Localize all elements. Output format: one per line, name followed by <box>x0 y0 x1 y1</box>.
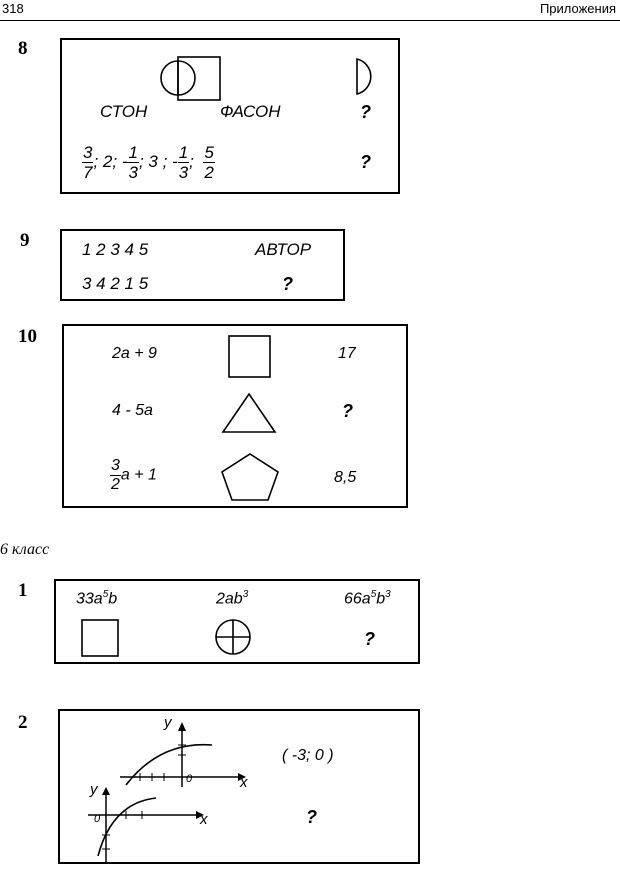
monomial-2: $2ab^3$ <box>216 589 249 608</box>
task-9-box <box>60 229 345 301</box>
question-mark: ? <box>360 102 371 122</box>
page-header <box>0 0 620 21</box>
upper-x-label: x <box>240 774 248 791</box>
word-ston: СТОН <box>100 102 148 121</box>
graphs-drawing <box>60 711 418 862</box>
question-mark: ? <box>364 629 375 649</box>
question-mark: ? <box>342 401 353 421</box>
section-title: Приложения <box>539 1 616 16</box>
lower-origin-label: 0 <box>94 813 101 825</box>
square-shape <box>81 619 121 659</box>
g6-task-2-box <box>58 709 420 864</box>
task-10-number: 10 <box>18 326 37 347</box>
word-fason: ФАСОН <box>220 102 281 121</box>
circle-cross-icon <box>214 618 254 658</box>
fraction-sequence: $\frac{3}{7}$ ; 2; - $\frac{1}{3}$ ; 3 ; - $\frac{1}{3}$ ; $\frac{5}{2}$ <box>83 143 214 182</box>
task-10-box <box>62 324 408 508</box>
sequence-1: 1 2 3 4 5 <box>82 240 149 259</box>
question-mark: ? <box>360 152 371 172</box>
value-3: 8,5 <box>334 469 357 486</box>
sequence-2: 3 4 2 1 5 <box>82 274 149 293</box>
upper-y-label: y <box>164 714 172 731</box>
monomial-1: $33a^5b$ <box>76 589 118 608</box>
half-circle-icon <box>355 57 379 97</box>
expression-3: $\frac{3}{2}$ a + 1 <box>111 457 157 493</box>
question-mark: ? <box>306 807 317 827</box>
lower-y-label: y <box>90 781 98 798</box>
point-coordinates: ( -3; 0 ) <box>282 747 334 764</box>
monomial-3: $66a^5b^3$ <box>344 589 391 608</box>
question-mark: ? <box>282 274 293 294</box>
grade-heading: 6 класс <box>0 541 50 558</box>
pentagon-shape <box>219 452 281 502</box>
task-8-box <box>60 38 400 194</box>
word-avtor: АВТОР <box>255 240 312 259</box>
expression-2: 4 - 5a <box>112 402 153 419</box>
task-8-number: 8 <box>18 38 28 59</box>
triangle-shape <box>221 392 277 434</box>
lower-x-label: x <box>200 811 208 828</box>
g6-task-2-number: 2 <box>18 712 28 733</box>
value-1: 17 <box>338 345 356 362</box>
page-number: 318 <box>2 1 24 16</box>
circle-square-icon <box>160 54 230 102</box>
expression-1: 2a + 9 <box>112 345 157 362</box>
square-shape <box>228 335 272 379</box>
g6-task-1-number: 1 <box>18 580 28 601</box>
task-9-number: 9 <box>20 230 30 251</box>
upper-origin-label: 0 <box>186 773 193 785</box>
g6-task-1-box <box>54 579 420 664</box>
